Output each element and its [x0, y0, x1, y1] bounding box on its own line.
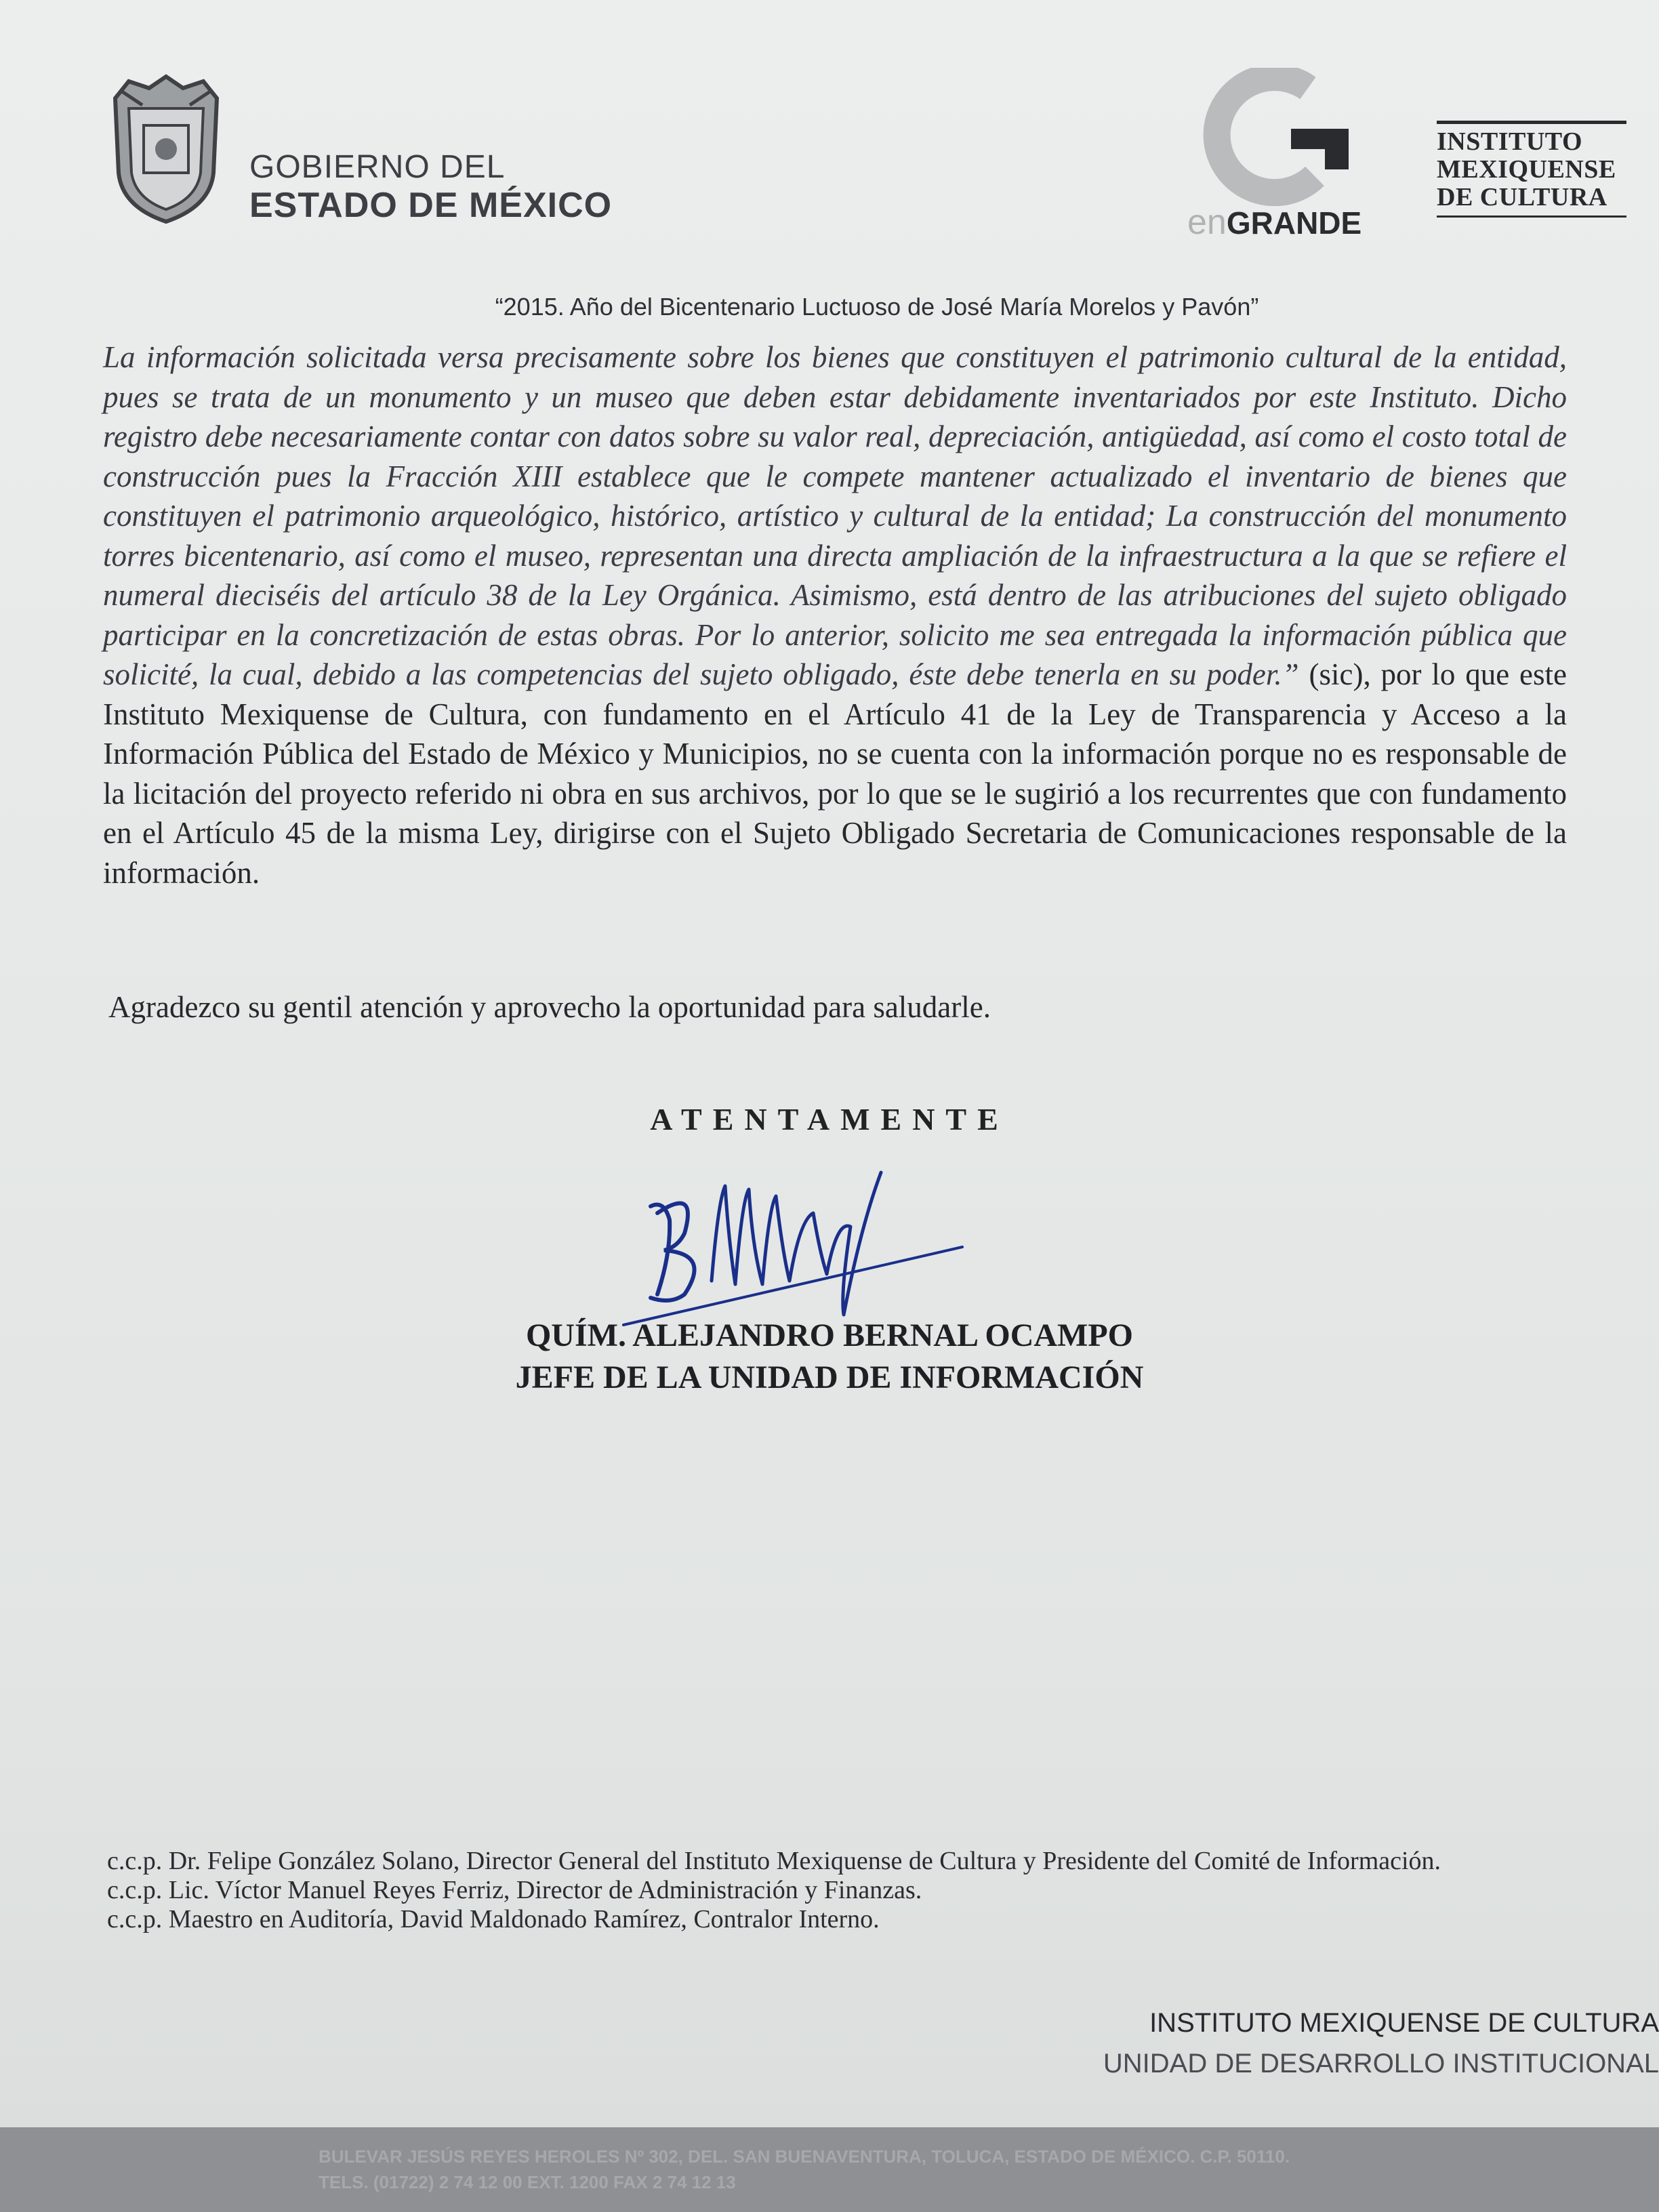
imc-line-3: DE CULTURA	[1437, 183, 1607, 212]
imc-line-1: INSTITUTO	[1437, 127, 1583, 156]
engrande-en: en	[1187, 203, 1227, 242]
ccp-line-1: c.c.p. Dr. Felipe González Solano, Director General del Instituto Mexiquense de Cultura y Presidente del Comité de Información.	[107, 1847, 1441, 1875]
year-motto: “2015. Año del Bicentenario Luctuoso de José María Morelos y Pavón”	[495, 293, 1259, 321]
engrande-logo-text	[1187, 202, 1361, 243]
government-line-2: ESTADO DE MÉXICO	[249, 185, 613, 225]
ccp-line-2: c.c.p. Lic. Víctor Manuel Reyes Ferriz, Director de Administración y Finanzas.	[107, 1876, 922, 1904]
handwritten-signature	[610, 1159, 976, 1335]
state-seal-icon	[102, 71, 230, 227]
imc-rule-top	[1437, 121, 1626, 124]
closing-sentence: Agradezco su gentil atención y aprovecho la oportunidad para saludarle.	[108, 990, 991, 1024]
carbon-copy-list	[107, 1847, 1598, 1934]
signer-title: JEFE DE LA UNIDAD DE INFORMACIÓN	[515, 1359, 1144, 1395]
engrande-grande: GRANDE	[1226, 205, 1362, 241]
quoted-request: La información solicitada versa precisamente sobre los bienes que constituyen el patrimonio cultural de la entidad, pues se trata de un monumento y un museo que deben estar debidamente inventariados por este Instituto. Dicho registro debe necesariamente contar con datos sobre su valor real, depreciación, antigüedad, así como el costo total de construcción pues la Fracción XIII establece que le compete mantener actualizado el inventario de bienes que constituyen el patrimonio arqueológico, histórico, artístico y cultural de la entidad; La construcción del monumento torres bicentenario, así como el museo, representan una directa ampliación de la infraestructura a la que se refiere el numeral dieciséis del artículo 38 de la Ley Orgánica. Asimismo, está dentro de las atribuciones del sujeto obligado participar en la concretización de estas obras. Por lo anterior, solicito me sea entregada la información pública que solicité, la cual, debido a las competencias del sujeto obligado, éste debe tenerla en su poder.”	[103, 340, 1567, 691]
signer-block	[0, 1315, 1659, 1399]
address-text: BULEVAR JESÚS REYES HEROLES Nº 302, DEL. SAN BUENAVENTURA, TOLUCA, ESTADO DE MÉXICO. C.P. 50110.	[319, 2146, 1290, 2167]
signer-name: QUÍM. ALEJANDRO BERNAL OCAMPO	[525, 1317, 1134, 1353]
footer-institute-name: INSTITUTO MEXIQUENSE DE CULTURA	[1149, 2008, 1659, 2038]
imc-logo	[1437, 121, 1626, 218]
phone-text: TELS. (01722) 2 74 12 00 EXT. 1200 FAX 2 74 12 13	[319, 2172, 736, 2192]
government-logo-text	[249, 149, 612, 225]
imc-line-2: MEXIQUENSE	[1437, 155, 1616, 184]
letter-body	[103, 337, 1567, 893]
address-band	[0, 2127, 1659, 2212]
ccp-line-3: c.c.p. Maestro en Auditoría, David Maldonado Ramírez, Contralor Interno.	[107, 1905, 880, 1933]
atentamente-heading: ATENTAMENTE	[650, 1102, 1009, 1136]
response-text: (sic), por lo que este Instituto Mexiquense de Cultura, con fundamento en el Artículo 41 de la Ley de Transparencia y Acceso a la Información Pública del Estado de México y Municipios, no se cuenta con la información porque no es responsable de la licitación del proyecto referido ni obra en sus archivos, por lo que se le sugirió a los recurrentes que con fundamento en el Artículo 45 de la misma Ley, dirigirse con el Sujeto Obligado Secretaria de Comunicaciones responsable de la información.	[103, 657, 1567, 890]
footer-unit-name: UNIDAD DE DESARROLLO INSTITUCIONAL	[1103, 2049, 1659, 2078]
government-line-1: GOBIERNO DEL	[249, 149, 506, 185]
imc-rule-bottom	[1437, 216, 1626, 218]
footer-institution	[1103, 2003, 1659, 2084]
